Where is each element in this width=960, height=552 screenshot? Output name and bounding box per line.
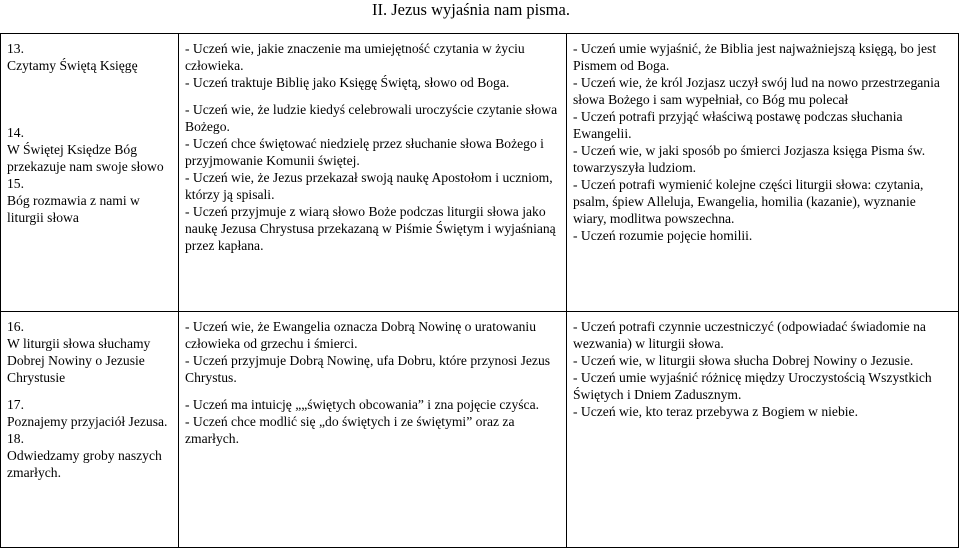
knowledge-item: - Uczeń wie, że Ewangelia oznacza Dobrą Nowinę o uratowaniu człowieka od grzechu i śmierci. [185, 319, 537, 351]
topic-title: W Świętej Księdze Bóg przekazuje nam swoje słowo [7, 142, 164, 174]
topic-title: Odwiedzamy groby naszych zmarłych. [7, 448, 162, 480]
topic-number: 15. [7, 176, 24, 191]
skill-item: - Uczeń umie wyjaśnić różnicę między Uroczystością Wszystkich Świętych i Dniem Zadusznym. [573, 370, 932, 402]
knowledge-item: - Uczeń ma intuicję „„świętych obcowania” i zna pojęcie czyśca. [185, 397, 540, 412]
knowledge-item: - Uczeń wie, jakie znaczenie ma umiejętność czytania w życiu człowieka. [185, 41, 525, 73]
skill-item: - Uczeń potrafi wymienić kolejne części liturgii słowa: czytania, psalm, śpiew Alleluja, Ewangelia, homilia (kazanie), wyznanie wiary, modlitwa powszechna. [573, 177, 924, 226]
skill-item: - Uczeń wie, kto teraz przebywa z Bogiem w niebie. [573, 404, 858, 419]
topic-title: Bóg rozmawia z nami w liturgii słowa [7, 193, 140, 225]
table-row [1, 34, 959, 312]
topics-cell [1, 312, 179, 548]
topic-number: 17. [7, 397, 24, 412]
topics-cell [1, 34, 179, 312]
knowledge-item: - Uczeń chce świętować niedzielę przez słuchanie słowa Bożego i przyjmowanie Komunii świętej. [185, 136, 544, 168]
knowledge-cell [179, 34, 567, 312]
curriculum-table [0, 33, 959, 548]
topic-title: Czytamy Świętą Księgę [7, 58, 138, 73]
skills-cell [567, 34, 959, 312]
topic-number: 13. [7, 41, 24, 56]
skill-item: - Uczeń wie, w liturgii słowa słucha Dobrej Nowiny o Jezusie. [573, 353, 914, 368]
knowledge-item: - Uczeń przyjmuje Dobrą Nowinę, ufa Dobru, które przynosi Jezus Chrystus. [185, 353, 551, 385]
page-heading: II. Jezus wyjaśnia nam pisma. [372, 0, 570, 19]
skill-item: - Uczeń wie, że król Jozjasz uczył swój lud na nowo przestrzegania słowa Bożego i sam wypełniał, co Bóg mu polecał [573, 75, 940, 107]
table-row [1, 312, 959, 548]
skill-item: - Uczeń umie wyjaśnić, że Biblia jest najważniejszą księgą, bo jest Pismem od Boga. [573, 41, 937, 73]
skill-item: - Uczeń potrafi przyjąć właściwą postawę podczas słuchania Ewangelii. [573, 109, 903, 141]
topic-number: 18. [7, 431, 24, 446]
knowledge-item: - Uczeń przyjmuje z wiarą słowo Boże podczas liturgii słowa jako naukę Jezusa Chrystusa przekazaną w Piśmie Świętym i wyjaśnianą przez kapłana. [185, 204, 556, 253]
skill-item: - Uczeń rozumie pojęcie homilii. [573, 228, 753, 243]
topic-number: 14. [7, 125, 24, 140]
knowledge-item: - Uczeń wie, że ludzie kiedyś celebrowali uroczyście czytanie słowa Bożego. [185, 102, 558, 134]
knowledge-cell [179, 312, 567, 548]
topic-title: Poznajemy przyjaciół Jezusa. [7, 414, 168, 429]
skill-item: - Uczeń wie, w jaki sposób po śmierci Jozjasza księga Pisma św. towarzyszyła ludziom. [573, 143, 926, 175]
knowledge-item: - Uczeń wie, że Jezus przekazał swoją naukę Apostołom i uczniom, którzy ją spisali. [185, 170, 553, 202]
topic-number: 16. [7, 319, 24, 334]
skill-item: - Uczeń potrafi czynnie uczestniczyć (odpowiadać świadomie na wezwania) w liturgii słowa. [573, 319, 926, 351]
topic-title: W liturgii słowa słuchamy Dobrej Nowiny o Jezusie Chrystusie [7, 336, 151, 385]
knowledge-item: - Uczeń chce modlić się „do świętych i ze świętymi” oraz za zmarłych. [185, 414, 515, 446]
knowledge-item: - Uczeń traktuje Biblię jako Księgę Świętą, słowo od Boga. [185, 75, 510, 90]
skills-cell [567, 312, 959, 548]
